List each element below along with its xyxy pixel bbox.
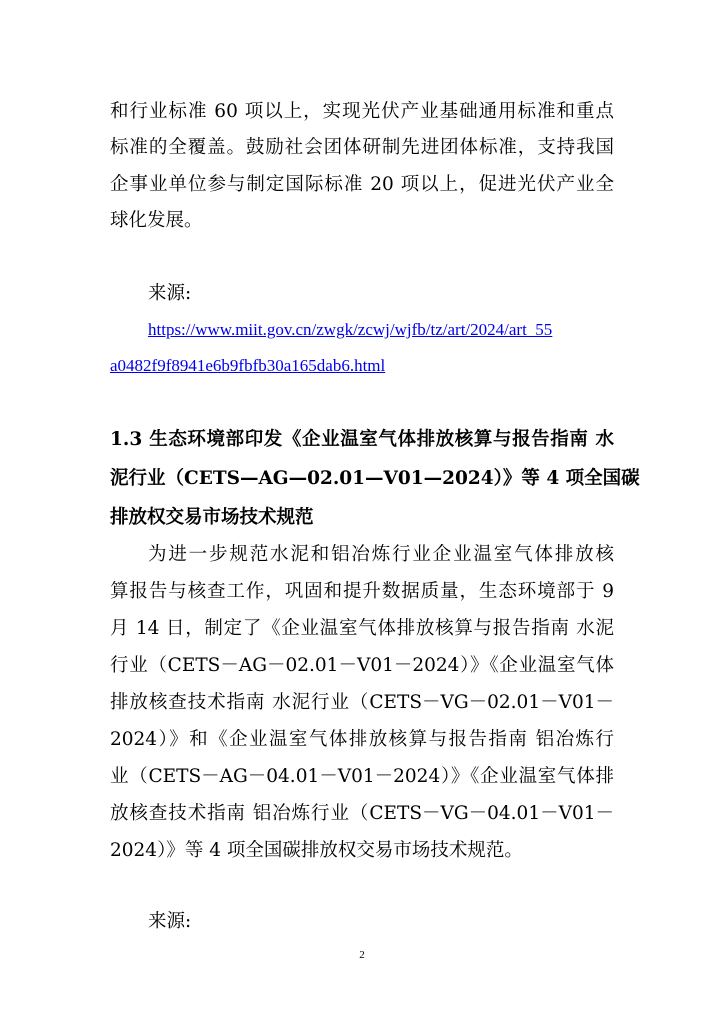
paragraph-line: 标准的全覆盖。鼓励社会团体研制先进团体标准，支持我国 — [110, 137, 614, 158]
page-number: 2 — [359, 949, 365, 961]
source-label: 来源: — [148, 283, 192, 304]
body-line: 月 14 日，制定了《企业温室气体排放核算与报告指南 水泥 — [110, 618, 614, 639]
section-heading-line: 排放权交易市场技术规范 — [110, 507, 314, 528]
body-line: 业（CETS－AG－04.01－V01－2024）》《企业温室气体排 — [110, 766, 614, 787]
body-line: 2024）》和《企业温室气体排放核算与报告指南 铝冶炼行 — [110, 729, 614, 750]
body-line: 2024）》等 4 项全国碳排放权交易市场技术规范。 — [110, 840, 523, 861]
section-heading-line: 1.3 生态环境部印发《企业温室气体排放核算与报告指南 水 — [110, 429, 614, 450]
section-heading-line: 泥行业（CETS—AG—02.01—V01—2024）》等 4 项全国碳 — [110, 468, 640, 489]
source-url-line[interactable]: https://www.miit.gov.cn/zwgk/zcwj/wjfb/tz/art/2024/art_55 — [148, 320, 553, 339]
body-line: 为进一步规范水泥和铝冶炼行业企业温室气体排放核 — [148, 544, 614, 565]
body-line: 排放核查技术指南 水泥行业（CETS－VG－02.01－V01－ — [110, 692, 614, 713]
source-label: 来源: — [148, 911, 192, 932]
body-line: 算报告与核查工作，巩固和提升数据质量，生态环境部于 9 — [110, 581, 614, 602]
source-url-line[interactable]: a0482f9f8941e6b9fbfb30a165dab6.html — [110, 356, 386, 375]
paragraph-line: 企事业单位参与制定国际标准 20 项以上，促进光伏产业全 — [110, 174, 614, 195]
body-line: 行业（CETS－AG－02.01－V01－2024）》《企业温室气体 — [110, 655, 614, 676]
body-line: 放核查技术指南 铝冶炼行业（CETS－VG－04.01－V01－ — [110, 803, 614, 824]
paragraph-line: 和行业标准 60 项以上，实现光伏产业基础通用标准和重点 — [110, 101, 614, 122]
paragraph-line: 球化发展。 — [110, 210, 203, 231]
